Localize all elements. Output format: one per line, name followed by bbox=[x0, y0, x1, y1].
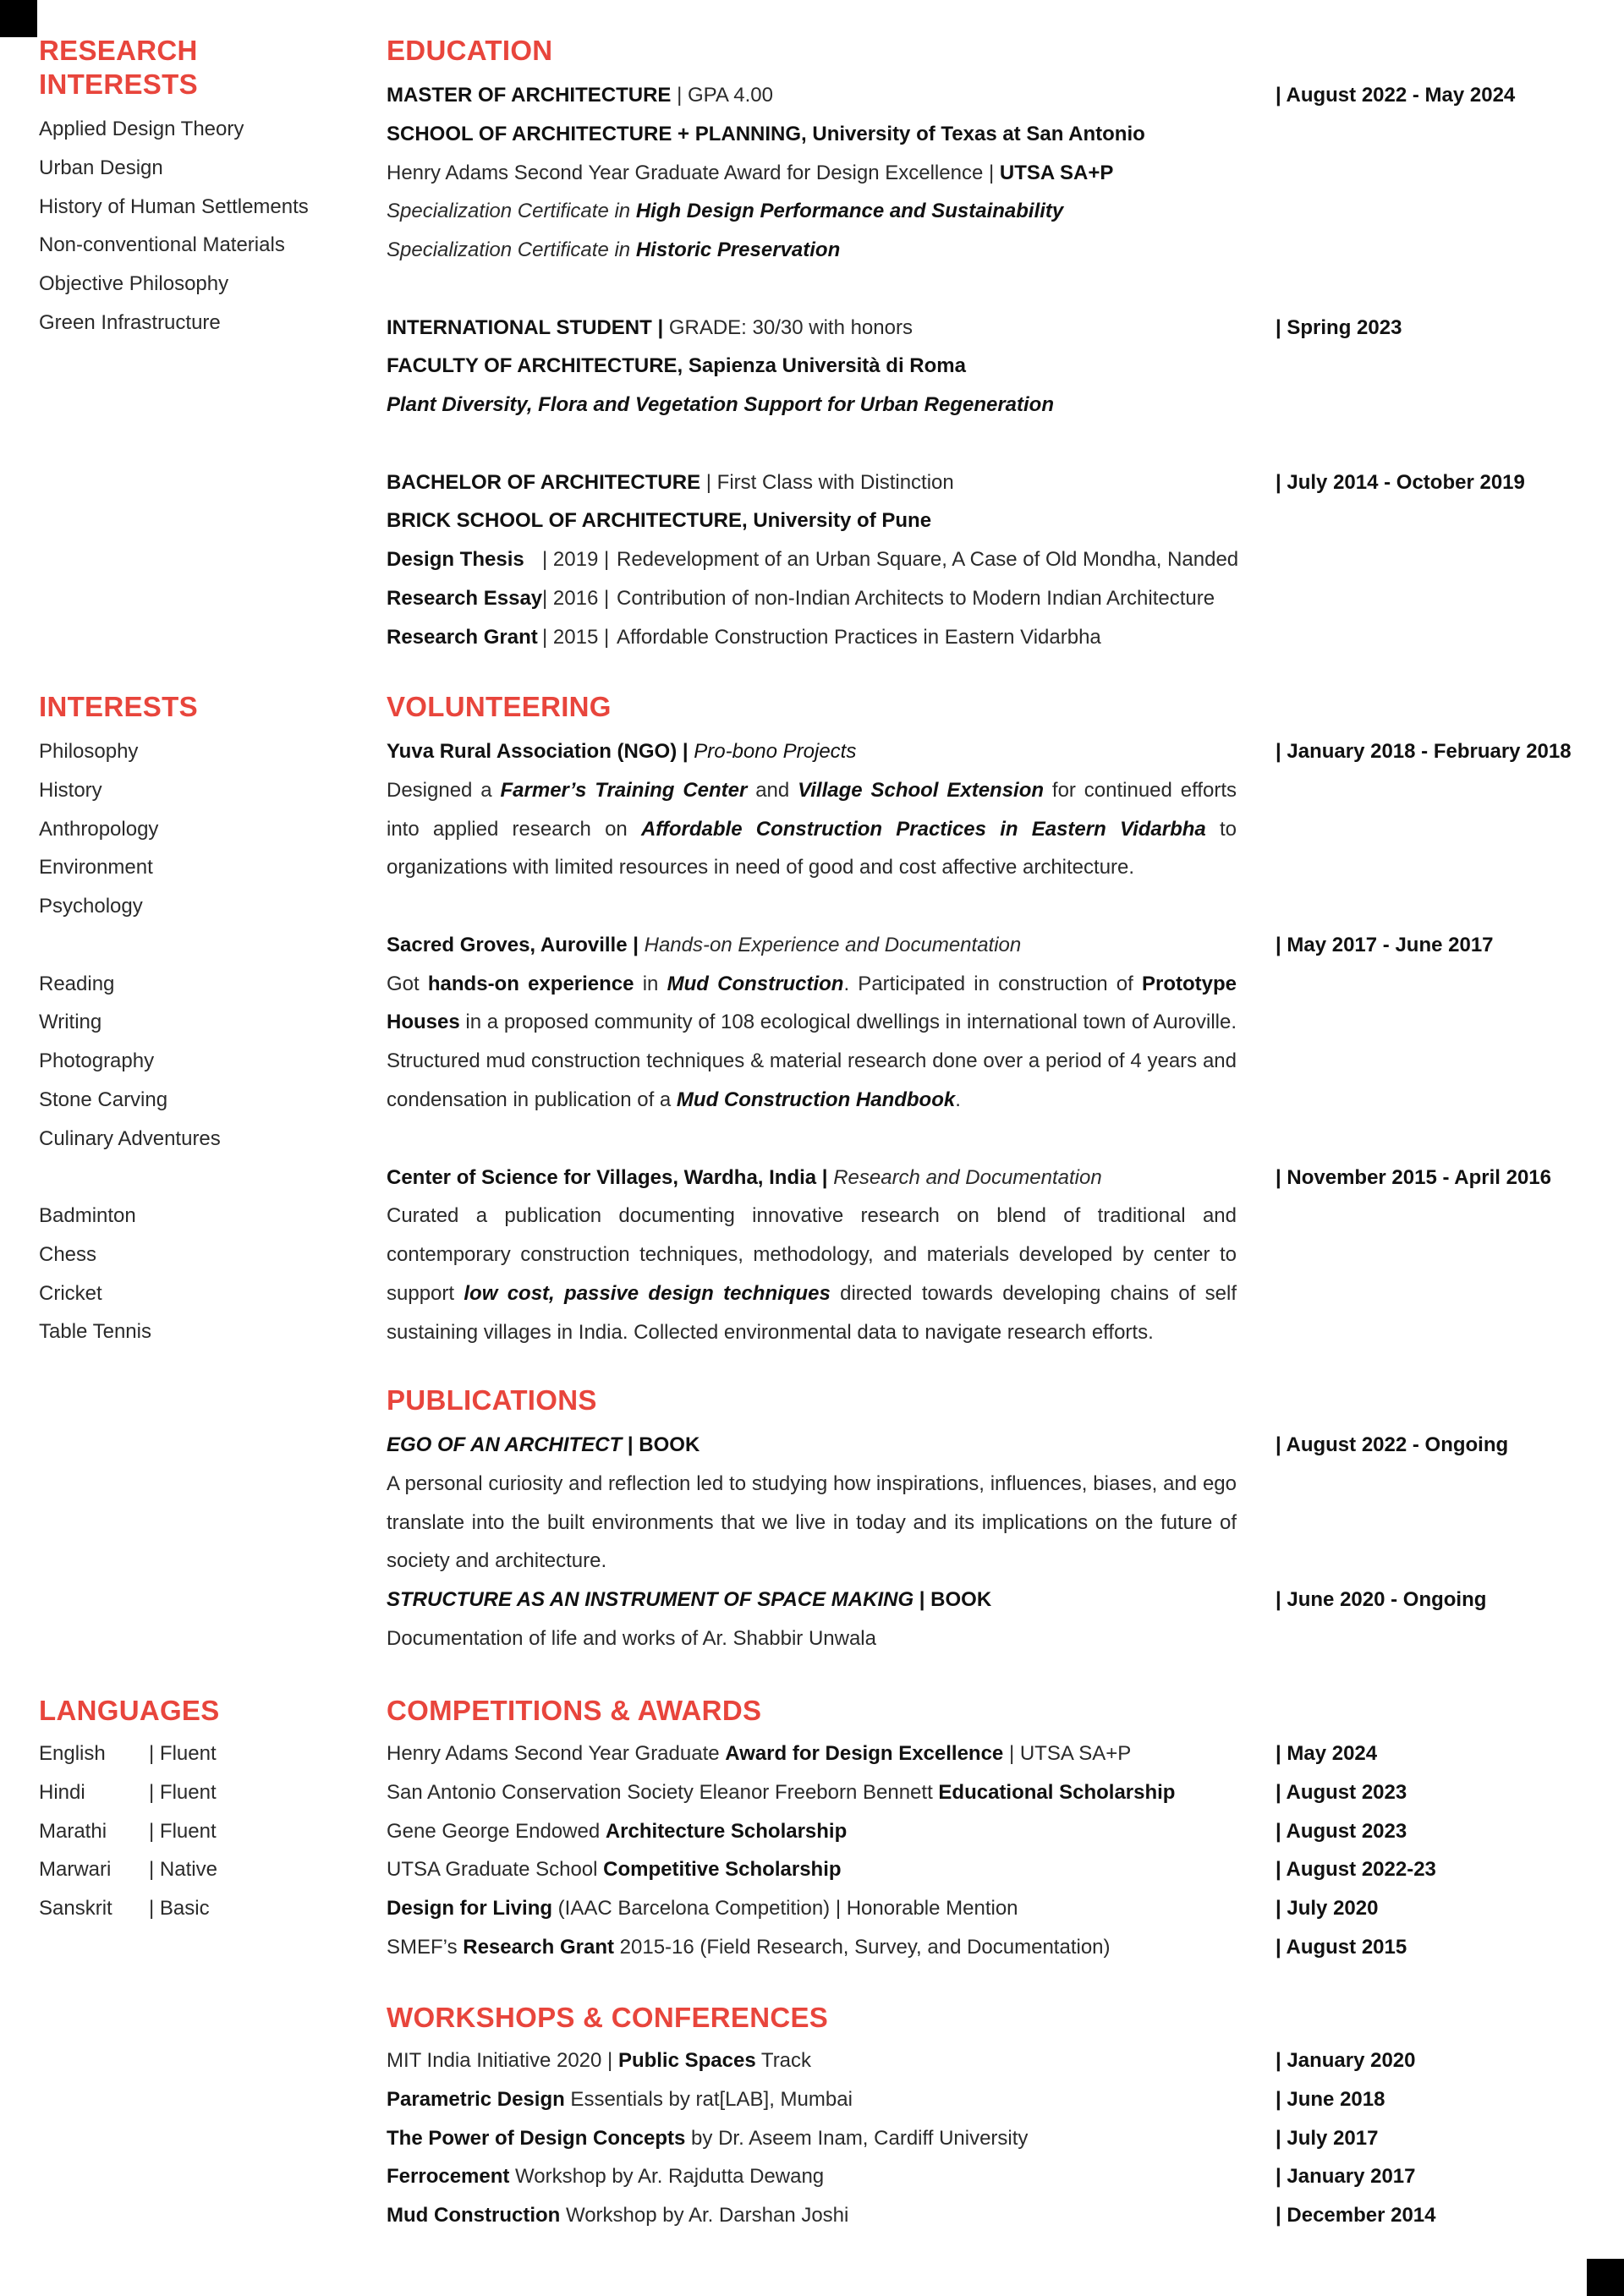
degree-title: MASTER OF ARCHITECTURE bbox=[387, 84, 672, 107]
workshop-row: The Power of Design Concepts by Dr. Aseem Inam, Cardiff University | July 2017 bbox=[387, 2119, 1237, 2158]
language-level: | Fluent bbox=[149, 1819, 217, 1843]
entry-date: | July 2020 bbox=[1276, 1897, 1379, 1920]
language-row bbox=[39, 1889, 360, 1928]
org-name: Yuva Rural Association (NGO) | bbox=[387, 740, 694, 763]
education-entry-masters bbox=[387, 76, 1516, 270]
role: Hands-on Experience and Documentation bbox=[644, 933, 1022, 956]
degree-grade: | GPA 4.00 bbox=[671, 84, 773, 107]
publication-title: EGO OF AN ARCHITECT bbox=[387, 1433, 623, 1456]
org-name: Sacred Groves, Auroville | bbox=[387, 933, 645, 956]
project-row: Research Essay| 2016 | Contribution of non-Indian Architects to Modern Indian Architecture bbox=[387, 586, 1215, 610]
entry-date: | August 2023 bbox=[1276, 1780, 1407, 1804]
entry-date: | November 2015 - April 2016 bbox=[1276, 1165, 1551, 1189]
list-item: Objective Philosophy bbox=[39, 272, 229, 295]
workshop-row: MIT India Initiative 2020 | Public Spaces Track | January 2020 bbox=[387, 2041, 1237, 2080]
description: Curated a publication documenting innovative research on blend of traditional and contemporary construction techniques, methodology, and materials developed by center to support low cost, passive design techniques directed towards developing chains of self sustaining villages in India. Collected environmental data to navigate research efforts. bbox=[387, 1204, 1237, 1344]
list-item: Anthropology bbox=[39, 817, 159, 841]
language-row bbox=[39, 1734, 360, 1773]
degree-grade: GRADE: 30/30 with honors bbox=[663, 315, 913, 339]
corner-mark-bottom-right bbox=[1587, 2259, 1624, 2296]
list-item: Cricket bbox=[39, 1281, 102, 1305]
corner-mark-top-left bbox=[0, 0, 37, 37]
workshop-row: Ferrocement Workshop by Ar. Rajdutta Dewang | January 2017 bbox=[387, 2157, 1237, 2196]
course-title: Plant Diversity, Flora and Vegetation Support for Urban Regeneration bbox=[387, 393, 1054, 416]
entry-date: | June 2020 - Ongoing bbox=[1276, 1588, 1487, 1612]
awards-section bbox=[387, 1694, 1436, 1967]
award-row: Gene George Endowed Architecture Scholarship | August 2023 bbox=[387, 1812, 1237, 1851]
entry-date: | August 2022 - Ongoing bbox=[1276, 1433, 1509, 1456]
publication-title: STRUCTURE AS AN INSTRUMENT OF SPACE MAKING bbox=[387, 1588, 914, 1612]
entry-date: | June 2018 bbox=[1276, 2087, 1385, 2111]
list-item: Applied Design Theory bbox=[39, 118, 244, 140]
list-item: Green Infrastructure bbox=[39, 310, 221, 334]
list-item: Philosophy bbox=[39, 740, 139, 763]
publication-type: | BOOK bbox=[622, 1433, 700, 1456]
list-item: Chess bbox=[39, 1242, 97, 1266]
publications-section bbox=[387, 1384, 1509, 1658]
workshops-section bbox=[387, 2001, 1436, 2235]
list-item: History bbox=[39, 778, 102, 802]
project-row: Research Grant | 2015 | Affordable Construction Practices in Eastern Vidarbha bbox=[387, 625, 1101, 649]
entry-date: | July 2017 bbox=[1276, 2126, 1379, 2150]
list-item: Photography bbox=[39, 1049, 155, 1072]
entry-date: | January 2017 bbox=[1276, 2165, 1416, 2189]
education-entry-bachelor bbox=[387, 463, 1525, 657]
list-item: Reading bbox=[39, 972, 115, 995]
degree-grade: | First Class with Distinction bbox=[700, 470, 954, 494]
language-level: | Basic bbox=[149, 1897, 210, 1920]
list-item: Urban Design bbox=[39, 156, 163, 179]
degree-title: INTERNATIONAL STUDENT | bbox=[387, 315, 664, 339]
cert-title: High Design Performance and Sustainability bbox=[635, 200, 1064, 223]
award-row: UTSA Graduate School Competitive Scholarship | August 2022-23 bbox=[387, 1850, 1237, 1889]
entry-date: | July 2014 - October 2019 bbox=[1276, 470, 1525, 494]
entry-date: | August 2015 bbox=[1276, 1935, 1407, 1959]
description: Documentation of life and works of Ar. Shabbir Unwala bbox=[387, 1626, 876, 1650]
cert-prefix: Specialization Certificate in bbox=[387, 238, 636, 261]
volunteering-section bbox=[387, 690, 1572, 1352]
language-row bbox=[39, 1850, 360, 1889]
language-name: Marathi bbox=[39, 1819, 107, 1843]
cert-title: Historic Preservation bbox=[635, 238, 841, 261]
language-level: | Native bbox=[149, 1858, 217, 1882]
section-heading: LANGUAGES bbox=[39, 1695, 220, 1726]
section-heading: WORKSHOPS & CONFERENCES bbox=[387, 2002, 829, 2033]
award-row: Design for Living (IAAC Barcelona Competition) | Honorable Mention | July 2020 bbox=[387, 1889, 1237, 1928]
project-row: Design Thesis | 2019 | Redevelopment of an Urban Square, A Case of Old Mondha, Nanded bbox=[387, 548, 1239, 571]
list-item: Environment bbox=[39, 856, 153, 879]
language-name: Sanskrit bbox=[39, 1897, 112, 1920]
award-row: San Antonio Conservation Society Eleanor Freeborn Bennett Educational Scholarship | August 2023 bbox=[387, 1773, 1237, 1812]
publication-entry bbox=[387, 1426, 1509, 1581]
section-heading: EDUCATION bbox=[387, 35, 553, 66]
entry-date: | May 2024 bbox=[1276, 1742, 1378, 1765]
list-item: Psychology bbox=[39, 895, 143, 918]
language-name: Hindi bbox=[39, 1780, 85, 1804]
cert-prefix: Specialization Certificate in bbox=[387, 200, 636, 223]
language-row bbox=[39, 1773, 360, 1812]
entry-date: | August 2022-23 bbox=[1276, 1858, 1436, 1882]
list-item: Table Tennis bbox=[39, 1320, 151, 1344]
entry-date: | December 2014 bbox=[1276, 2204, 1436, 2227]
section-heading: RESEARCH INTERESTS bbox=[39, 35, 198, 100]
publication-entry bbox=[387, 1581, 1487, 1658]
role: Research and Documentation bbox=[833, 1165, 1102, 1189]
entry-date: | January 2020 bbox=[1276, 2049, 1416, 2072]
section-heading: VOLUNTEERING bbox=[387, 691, 612, 722]
language-name: English bbox=[39, 1742, 106, 1765]
list-item: Non-conventional Materials bbox=[39, 233, 285, 257]
section-heading: COMPETITIONS & AWARDS bbox=[387, 1695, 762, 1726]
language-row bbox=[39, 1812, 360, 1851]
volunteer-entry-yuva bbox=[387, 732, 1572, 887]
volunteer-entry-csv bbox=[387, 1159, 1551, 1352]
workshop-row: Parametric Design Essentials by rat[LAB], Mumbai | June 2018 bbox=[387, 2080, 1237, 2119]
degree-title: BACHELOR OF ARCHITECTURE bbox=[387, 470, 701, 494]
interests-section bbox=[39, 690, 360, 1351]
research-interests-section bbox=[39, 34, 360, 342]
description: Designed a Farmer’s Training Center and Village School Extension for continued efforts into applied research on Affordable Construction Practices in Eastern Vidarbha to organizations with limited resources in need of good and cost affective architecture. bbox=[387, 778, 1237, 879]
entry-date: | August 2023 bbox=[1276, 1819, 1407, 1843]
entry-date: | August 2022 - May 2024 bbox=[1276, 84, 1516, 107]
publication-type: | BOOK bbox=[914, 1588, 992, 1612]
award-row: SMEF’s Research Grant 2015-16 (Field Research, Survey, and Documentation) | August 2015 bbox=[387, 1928, 1237, 1967]
school-name: BRICK SCHOOL OF ARCHITECTURE, University of Pune bbox=[387, 509, 932, 533]
education-entry-international bbox=[387, 309, 1402, 425]
description: A personal curiosity and reflection led to studying how inspirations, influences, biases, and ego translate into the built environments that we live in today and its implications on the future of society and architecture. bbox=[387, 1471, 1237, 1573]
volunteer-entry-groves bbox=[387, 926, 1494, 1120]
role: Pro-bono Projects bbox=[694, 740, 857, 763]
org-name: Center of Science for Villages, Wardha, India | bbox=[387, 1165, 834, 1189]
list-item: Badminton bbox=[39, 1204, 136, 1227]
entry-date: | May 2017 - June 2017 bbox=[1276, 933, 1494, 956]
school-name: SCHOOL OF ARCHITECTURE + PLANNING, University of Texas at San Antonio bbox=[387, 122, 1145, 145]
award-text: Henry Adams Second Year Graduate Award for Design Excellence | bbox=[387, 161, 1000, 184]
education-section bbox=[387, 34, 1525, 656]
language-level: | Fluent bbox=[149, 1742, 217, 1765]
list-item: Culinary Adventures bbox=[39, 1126, 221, 1150]
language-level: | Fluent bbox=[149, 1780, 217, 1804]
entry-date: | Spring 2023 bbox=[1276, 315, 1402, 339]
workshop-row: Mud Construction Workshop by Ar. Darshan Joshi | December 2014 bbox=[387, 2196, 1237, 2235]
description: Got hands-on experience in Mud Construction. Participated in construction of Prototype Houses in a proposed community of 108 ecological dwellings in international town of Auroville. Structured mud construction techniques & material research done over a period of 4 years and condensation in publication of a Mud Construction Handbook. bbox=[387, 972, 1237, 1112]
section-heading: PUBLICATIONS bbox=[387, 1384, 597, 1416]
list-item: Stone Carving bbox=[39, 1088, 168, 1111]
language-name: Marwari bbox=[39, 1858, 112, 1882]
list-item: Writing bbox=[39, 1011, 102, 1034]
section-heading: INTERESTS bbox=[39, 691, 198, 722]
entry-date: | January 2018 - February 2018 bbox=[1276, 740, 1572, 763]
school-name: FACULTY OF ARCHITECTURE, Sapienza Università di Roma bbox=[387, 354, 966, 378]
award-row: Henry Adams Second Year Graduate Award for Design Excellence | UTSA SA+P | May 2024 bbox=[387, 1734, 1237, 1773]
award-org: UTSA SA+P bbox=[999, 161, 1114, 184]
list-item: History of Human Settlements bbox=[39, 195, 309, 218]
languages-section bbox=[39, 1694, 360, 1928]
